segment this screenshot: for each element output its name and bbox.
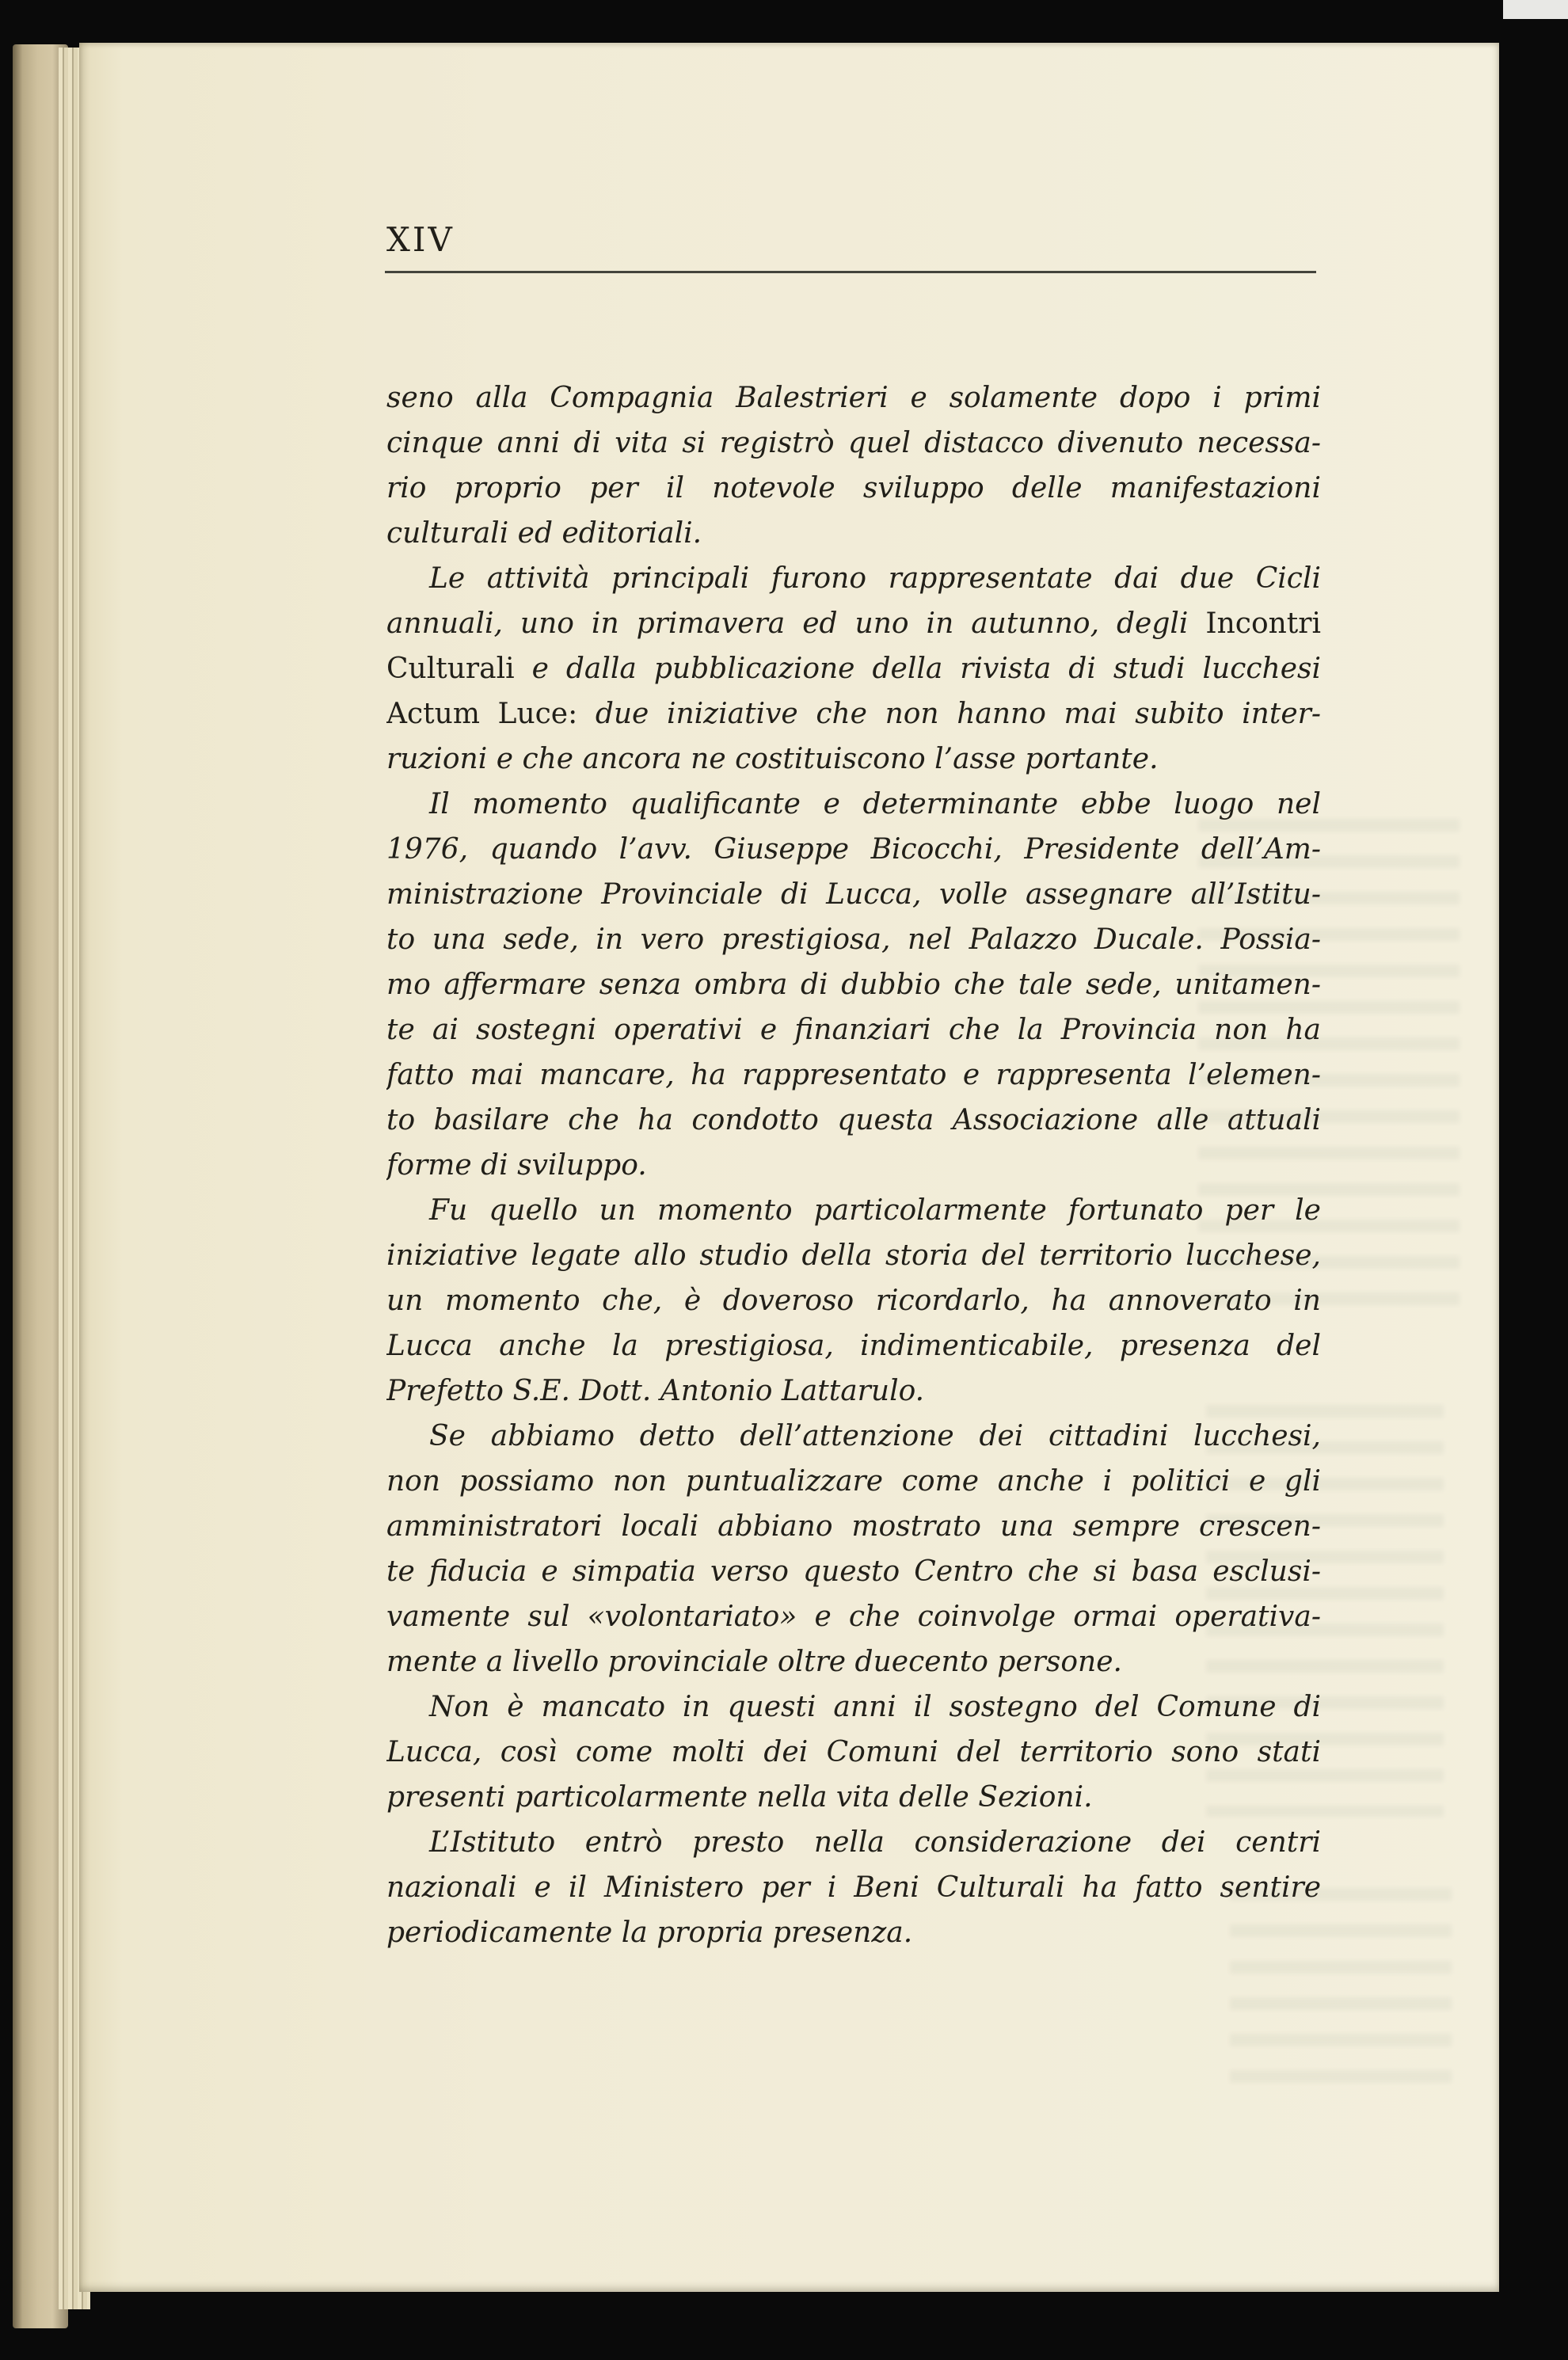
paragraph: [386, 782, 1321, 1188]
paragraph: [386, 375, 1321, 556]
roman-text-segment: Actum Luce:: [386, 698, 596, 730]
text-line: [386, 601, 1321, 646]
text-line: [386, 375, 1321, 421]
italic-text-segment: culturali ed editoriali.: [386, 517, 702, 550]
text-line: [386, 737, 1321, 782]
italic-text-segment: rio proprio per il notevole sviluppo delle manifestazioni: [386, 472, 1321, 504]
text-line: [386, 1233, 1321, 1278]
italic-text-segment: vamente sul «volontariato» e che coinvolge ormai operativa-: [386, 1601, 1321, 1633]
italic-text-segment: Non è mancato in questi anni il sostegno del Comune di: [429, 1691, 1321, 1723]
italic-text-segment: 1976, quando l’avv. Giuseppe Bicocchi, Presidente dell’Am-: [386, 833, 1321, 866]
italic-text-segment: cinque anni di vita si registrò quel distacco divenuto necessa-: [386, 427, 1321, 459]
page-number: XIV: [386, 220, 455, 259]
italic-text-segment: nazionali e il Ministero per i Beni Culturali ha fatto sentire: [386, 1871, 1321, 1904]
italic-text-segment: seno alla Compagnia Balestrieri e solamente dopo i primi: [386, 382, 1321, 414]
text-line: [386, 782, 1321, 827]
text-line: [386, 827, 1321, 872]
text-line: [386, 1052, 1321, 1098]
text-line: [386, 1684, 1321, 1730]
text-line: [386, 872, 1321, 917]
italic-text-segment: Se abbiamo detto dell’attenzione dei cittadini lucchesi,: [429, 1420, 1321, 1452]
italic-text-segment: annuali, uno in primavera ed uno in autunno, degli: [386, 607, 1206, 640]
text-line: [386, 511, 1321, 556]
text-line: [386, 1504, 1321, 1549]
italic-text-segment: Fu quello un momento particolarmente fortunato per le: [429, 1194, 1321, 1227]
italic-text-segment: iniziative legate allo studio della storia del territorio lucchese,: [386, 1239, 1321, 1272]
paragraph: [386, 1414, 1321, 1684]
text-line: [386, 646, 1321, 691]
book-page: [79, 43, 1499, 2292]
text-line: [386, 962, 1321, 1007]
text-line: [386, 1820, 1321, 1865]
paragraph: [386, 556, 1321, 782]
scan-corner-artifact: [1503, 0, 1568, 19]
italic-text-segment: fatto mai mancare, ha rappresentato e rappresenta l’elemen-: [386, 1059, 1321, 1091]
text-line: [386, 1730, 1321, 1775]
page-text: [386, 375, 1321, 1955]
text-line: [386, 1775, 1321, 1820]
text-line: [386, 1639, 1321, 1684]
italic-text-segment: non possiamo non puntualizzare come anche i politici e gli: [386, 1465, 1321, 1498]
italic-text-segment: te ai sostegni operativi e finanziari che la Provincia non ha: [386, 1014, 1321, 1046]
text-line: [386, 691, 1321, 737]
text-line: [386, 1414, 1321, 1459]
italic-text-segment: ministrazione Provinciale di Lucca, volle assegnare all’Istitu-: [386, 878, 1321, 911]
paragraph: [386, 1820, 1321, 1955]
italic-text-segment: Il momento qualificante e determinante ebbe luogo nel: [429, 788, 1321, 820]
header-rule: [385, 271, 1316, 273]
text-line: [386, 1007, 1321, 1052]
text-line: [386, 1865, 1321, 1910]
roman-text-segment: Culturali: [386, 653, 532, 685]
text-line: [386, 1188, 1321, 1233]
italic-text-segment: periodicamente la propria presenza.: [386, 1917, 913, 1949]
italic-text-segment: un momento che, è doveroso ricordarlo, ha annoverato in: [386, 1285, 1321, 1317]
italic-text-segment: to basilare che ha condotto questa Associazione alle attuali: [386, 1104, 1321, 1136]
paragraph: [386, 1188, 1321, 1414]
italic-text-segment: amministratori locali abbiano mostrato una sempre crescen-: [386, 1510, 1321, 1543]
italic-text-segment: to una sede, in vero prestigiosa, nel Palazzo Ducale. Possia-: [386, 923, 1321, 956]
text-line: [386, 1143, 1321, 1188]
italic-text-segment: Lucca, così come molti dei Comuni del territorio sono stati: [386, 1736, 1321, 1768]
italic-text-segment: Prefetto S.E. Dott. Antonio Lattarulo.: [386, 1375, 925, 1407]
italic-text-segment: due iniziative che non hanno mai subito inter-: [595, 698, 1321, 730]
italic-text-segment: ruzioni e che ancora ne costituiscono l’asse portante.: [386, 743, 1159, 775]
text-line: [386, 1278, 1321, 1323]
text-line: [386, 1323, 1321, 1368]
italic-text-segment: presenti particolarmente nella vita delle Sezioni.: [386, 1781, 1093, 1814]
text-line: [386, 917, 1321, 962]
text-line: [386, 1098, 1321, 1143]
paragraph: [386, 1684, 1321, 1820]
italic-text-segment: forme di sviluppo.: [386, 1149, 647, 1182]
italic-text-segment: mente a livello provinciale oltre duecento persone.: [386, 1646, 1122, 1678]
text-line: [386, 421, 1321, 466]
text-line: [386, 1368, 1321, 1414]
text-line: [386, 556, 1321, 601]
text-line: [386, 1910, 1321, 1955]
italic-text-segment: Lucca anche la prestigiosa, indimenticabile, presenza del: [386, 1330, 1321, 1362]
italic-text-segment: mo affermare senza ombra di dubbio che tale sede, unitamen-: [386, 969, 1321, 1001]
italic-text-segment: Le attività principali furono rappresentate dai due Cicli: [429, 562, 1321, 595]
text-line: [386, 466, 1321, 511]
roman-text-segment: Incontri: [1205, 607, 1321, 640]
text-line: [386, 1459, 1321, 1504]
text-line: [386, 1594, 1321, 1639]
italic-text-segment: e dalla pubblicazione della rivista di studi lucchesi: [531, 653, 1321, 685]
italic-text-segment: te fiducia e simpatia verso questo Centro che si basa esclusi-: [386, 1555, 1321, 1588]
text-line: [386, 1549, 1321, 1594]
italic-text-segment: L’Istituto entrò presto nella considerazione dei centri: [429, 1826, 1321, 1859]
